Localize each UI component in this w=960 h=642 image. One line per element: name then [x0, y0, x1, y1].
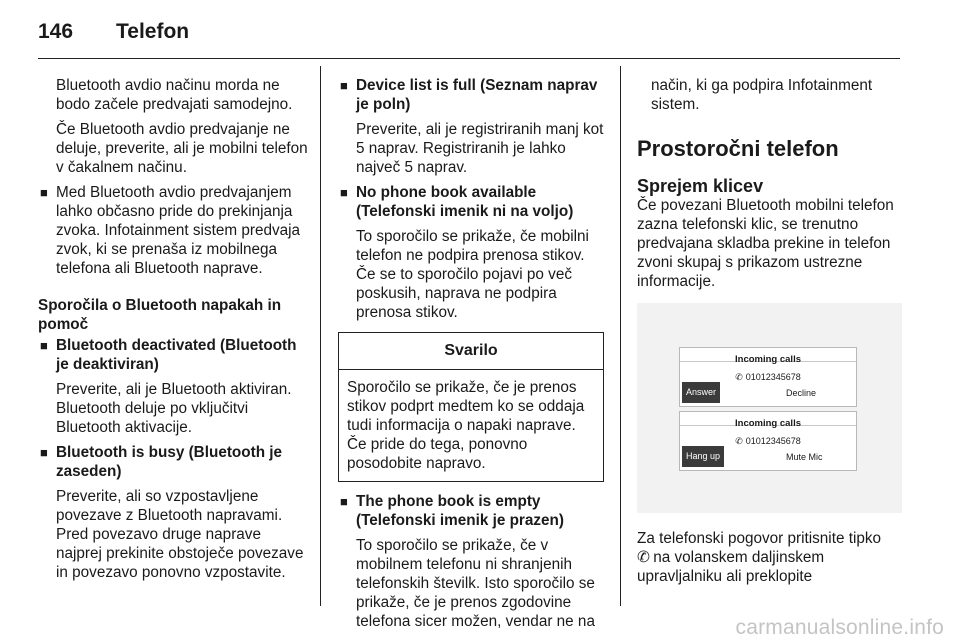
decline-button: Decline	[786, 388, 817, 398]
column-1	[38, 76, 308, 586]
caller-number: ✆ 01012345678	[680, 362, 856, 387]
warning-box	[338, 332, 604, 482]
list-item-title: Device list is full (Seznam naprav je poln)	[356, 77, 598, 113]
list-item	[338, 492, 604, 631]
section-heading: Prostoročni telefon	[637, 136, 839, 161]
paragraph-text: Za telefonski pogovor pritisnite tipko	[637, 530, 882, 547]
page-number: 146	[38, 20, 74, 43]
bullet-icon: ■	[40, 185, 48, 200]
mute-mic-button: Mute Mic	[786, 452, 823, 462]
watermark: carmanualsonline.info	[735, 616, 944, 639]
column-2	[338, 76, 604, 635]
phone-handset-icon: ✆	[637, 549, 650, 566]
list-item-text: To sporočilo se prikaže, če v mobilnem telefonu ni shranjenih telefonskih številk. Isto sporočilo se prikaže, če je prenos zgodovine telefona sicer možen, vendar ne na	[356, 537, 595, 630]
list-item-text: Preverite, ali je registriranih manj kot 5 naprav. Registriranih je lahko največ 5 naprav.	[356, 121, 604, 176]
column-divider	[320, 66, 321, 606]
paragraph: Če povezani Bluetooth mobilni telefon zazna telefonski klic, se trenutno predvajana skladba prekine in telefon zvoni skupaj s prikazom ustrezne informacije.	[637, 197, 894, 290]
incoming-call-panel	[679, 347, 857, 407]
list-item-title: Bluetooth deactivated (Bluetooth je deaktiviran)	[56, 337, 297, 373]
column-divider	[620, 66, 621, 606]
list-item-text: Preverite, ali je Bluetooth aktiviran. Bluetooth deluje po vklјučitvi Bluetooth aktivacije.	[56, 381, 292, 436]
paragraph	[637, 529, 902, 586]
section-subheading: Sporočila o Bluetooth napakah in pomoč	[38, 297, 282, 333]
paragraph: Če Bluetooth avdio predvajanje ne deluje, preverite, ali je mobilni telefon v čakalnem načinu.	[56, 121, 308, 176]
panel-title: Incoming calls	[680, 348, 856, 362]
bullet-icon: ■	[340, 494, 348, 509]
column-3	[637, 76, 902, 586]
list-item	[38, 336, 308, 437]
list-item-text: To sporočilo se prikaže, če mobilni telefon ne podpira prenosa stikov. Če se to sporočilo pojavi po več poskusih, naprava ne podpira prenosa stikov.	[356, 228, 589, 321]
warning-title: Svarilo	[339, 333, 603, 370]
page-title: Telefon	[116, 20, 190, 43]
caller-number: ✆ 01012345678	[680, 426, 856, 451]
list-item-text: Med Bluetooth avdio predvajanjem lahko občasno pride do prekinjanja zvoka. Infotainment sistem predvaja zvok, ki se prenaša iz mobilnega telefona ali Bluetooth naprave.	[56, 184, 301, 277]
bullet-icon: ■	[40, 445, 48, 460]
warning-text: Sporočilo se prikaže, če je prenos stikov podprt medtem ko se oddaja tudi informacija o napaki naprave. Če pride do tega, ponovno posodobite napravo.	[347, 379, 585, 472]
phone-icon: ✆	[735, 436, 743, 446]
bullet-icon: ■	[340, 78, 348, 93]
incoming-call-panel	[679, 411, 857, 471]
incoming-calls-figure	[637, 303, 902, 513]
list-item	[38, 183, 308, 278]
bullet-icon: ■	[340, 185, 348, 200]
paragraph: način, ki ga podpira Infotainment sistem.	[651, 77, 873, 113]
list-item-title: No phone book available (Telefonski imenik ni na voljo)	[356, 184, 574, 220]
answer-button: Answer	[682, 382, 720, 403]
list-item-title: Bluetooth is busy (Bluetooth je zaseden)	[56, 444, 283, 480]
list-item	[338, 76, 604, 177]
subsection-heading: Sprejem klicev	[637, 176, 764, 196]
list-item	[38, 443, 308, 582]
paragraph-text: na volanskem daljinskem upravljalniku ali preklopite	[637, 549, 825, 585]
bullet-icon: ■	[40, 338, 48, 353]
phone-icon: ✆	[735, 372, 743, 382]
page-header	[38, 18, 900, 59]
list-item-text: Preverite, ali so vzpostavljene povezave z Bluetooth napravami. Pred povezavo druge naprave najprej prekinite obstoječe povezave in povezavo ponovno vzpostavite.	[56, 488, 304, 581]
hang-up-button: Hang up	[682, 446, 724, 467]
panel-title: Incoming calls	[680, 412, 856, 426]
paragraph: Bluetooth avdio načinu morda ne bodo začele predvajati samodejno.	[56, 77, 293, 113]
list-item-title: The phone book is empty (Telefonski imenik je prazen)	[356, 493, 564, 529]
list-item	[338, 183, 604, 322]
